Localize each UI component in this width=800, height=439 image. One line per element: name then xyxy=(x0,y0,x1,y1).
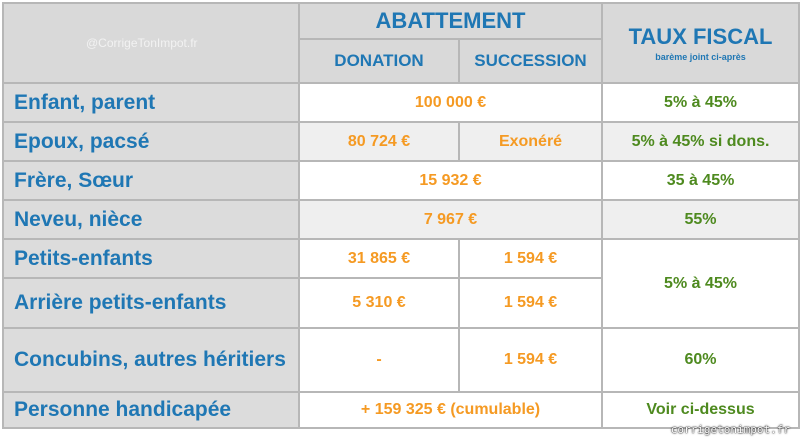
succession-value: 1 594 € xyxy=(459,278,602,328)
header-donation: DONATION xyxy=(299,39,459,83)
table-row xyxy=(3,83,799,122)
header-taux-title: TAUX FISCAL xyxy=(628,24,773,49)
taux-value: 60% xyxy=(602,328,799,392)
row-label: Frère, Sœur xyxy=(3,161,299,200)
row-label: Neveu, nièce xyxy=(3,200,299,239)
table-row xyxy=(3,328,799,392)
header-abattement: ABATTEMENT xyxy=(299,3,602,39)
table-row xyxy=(3,161,799,200)
table-row xyxy=(3,200,799,239)
taux-value: 5% à 45% xyxy=(602,239,799,328)
abattement-value: + 159 325 € (cumulable) xyxy=(299,392,602,428)
abattement-value: 7 967 € xyxy=(299,200,602,239)
abattement-table xyxy=(2,2,800,429)
footer-site-watermark: corrigetonimpot.fr xyxy=(670,423,790,436)
succession-value: Exonéré xyxy=(459,122,602,161)
row-label: Arrière petits-enfants xyxy=(3,278,299,328)
taux-value: 55% xyxy=(602,200,799,239)
row-label: Petits-enfants xyxy=(3,239,299,278)
header-taux-fiscal xyxy=(602,3,799,83)
taux-value: 5% à 45% si dons. xyxy=(602,122,799,161)
taux-value: Voir ci-dessus xyxy=(602,392,799,428)
header-succession: SUCCESSION xyxy=(459,39,602,83)
watermark-text: @CorrigeTonImpot.fr xyxy=(3,3,299,83)
succession-value: 1 594 € xyxy=(459,328,602,392)
abattement-value: 15 932 € xyxy=(299,161,602,200)
donation-value: - xyxy=(299,328,459,392)
table-row xyxy=(3,122,799,161)
header-taux-subtitle: barème joint ci-après xyxy=(655,52,746,62)
row-label: Concubins, autres héritiers xyxy=(3,328,299,392)
donation-value: 31 865 € xyxy=(299,239,459,278)
row-label: Personne handicapée xyxy=(3,392,299,428)
donation-value: 5 310 € xyxy=(299,278,459,328)
taux-value: 5% à 45% xyxy=(602,83,799,122)
taux-value: 35 à 45% xyxy=(602,161,799,200)
donation-value: 80 724 € xyxy=(299,122,459,161)
table-row xyxy=(3,239,799,278)
abattement-value: 100 000 € xyxy=(299,83,602,122)
row-label: Epoux, pacsé xyxy=(3,122,299,161)
succession-value: 1 594 € xyxy=(459,239,602,278)
row-label: Enfant, parent xyxy=(3,83,299,122)
